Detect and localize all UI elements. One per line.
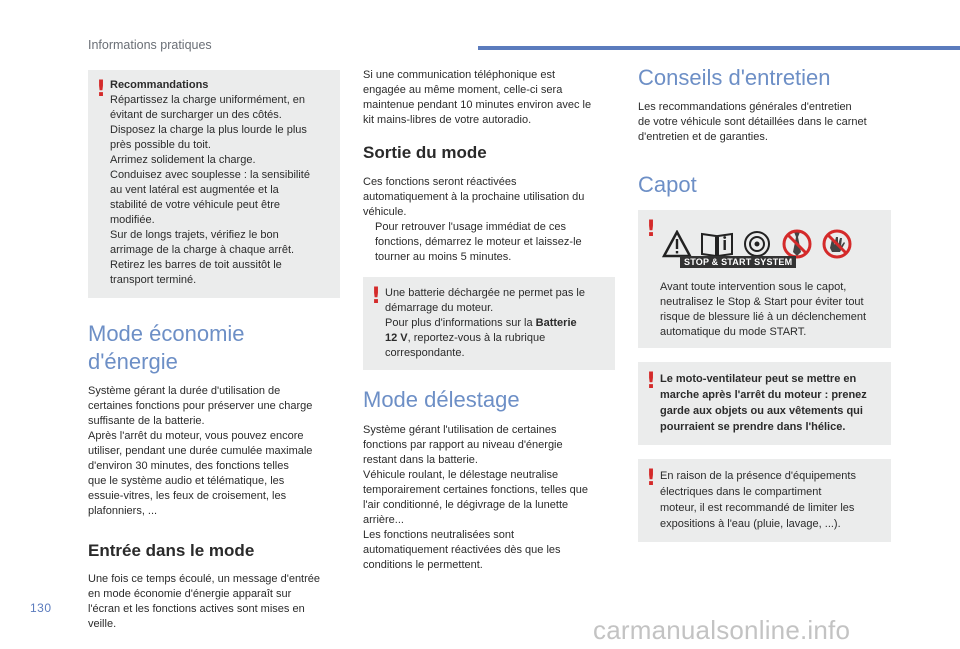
warning-exclamation-icon: ! (646, 217, 657, 242)
column-3 (638, 64, 891, 542)
recommendations-warning-box (88, 70, 340, 298)
watermark: carmanualsonline.info (593, 615, 851, 645)
page-number: 130 (30, 601, 52, 615)
water-warning-text: En raison de la présence d'équipements électriques dans le compartiment moteur, il est recommandé de limiter les expositions à l'eau (pluie, lavage, ...). (660, 470, 856, 530)
battery-link-label: Batterie 12 V (385, 317, 577, 344)
entry-mode-title: Entrée dans le mode (88, 541, 255, 560)
fan-warning-text: Le moto-ventilateur peut se mettre en marche après l'arrêt du moteur : prenez garde aux objets ou aux vêtements qui pourraient se prendre dans l'hélice. (660, 373, 867, 433)
battery-warning-part1: Une batterie déchargée ne permet pas le démarrage du moteur. Pour plus d'informations sur la (385, 287, 585, 329)
water-warning-box (638, 459, 891, 542)
maintenance-body: Les recommandations générales d'entretien de votre véhicule sont détaillées dans le carnet d'entretien et de garanties. (638, 101, 867, 143)
hood-warning-box (638, 210, 891, 348)
hood-title: Capot (638, 172, 697, 197)
stop-start-badge: STOP & START SYSTEM (680, 256, 796, 268)
no-hand-icon (820, 227, 854, 261)
exit-mode-bullet-text: Pour retrouver l'usage immédiat de ces fonctions, démarrez le moteur et laissez-le tourner au moins 5 minutes. (375, 221, 582, 263)
recommendations-body: Répartissez la charge uniformément, en évitant de surcharger un des côtés. Disposez la charge la plus lourde le plus près possible du toit. Arrimez solidement la charge. Conduisez avec souplesse : la sensibilité au vent latéral est augmentée et la stabilité de votre véhicule peut être modifiée. Sur de longs trajets, vérifiez le bon arrimage de la charge à chaque arrêt. Retirez les barres de toit aussitôt le transport terminé. (110, 94, 310, 286)
column-1 (88, 70, 340, 632)
warning-exclamation-icon: ! (646, 369, 657, 394)
phone-call-note: Si une communication téléphonique est engagée au même moment, celle-ci sera maintenue pendant 10 minutes environ avec le kit mains-libres de votre autoradio. (363, 69, 592, 126)
hood-pictogram-strip (660, 216, 881, 272)
column-2 (363, 68, 615, 573)
header-bar (478, 46, 960, 50)
section-header: Informations pratiques (88, 38, 212, 52)
battery-warning-part2: , reportez-vous à la rubrique correspondante. (385, 332, 546, 359)
exit-mode-bullet (363, 220, 615, 265)
battery-warning-box (363, 277, 615, 370)
warning-exclamation-icon: ! (646, 466, 657, 491)
warning-exclamation-icon: ! (96, 77, 107, 102)
eco-mode-body: Système gérant la durée d'utilisation de certaines fonctions pour préserver une charge suffisante de la batterie. Après l'arrêt du moteur, vous pouvez encore utiliser, pendant une durée cumulée maximale d'environ 30 minutes, des fonctions telles que le système audio et télématique, les essuie-vitres, les feux de croisement, les plafonniers, ... (88, 385, 313, 517)
entry-mode-body: Une fois ce temps écoulé, un message d'entrée en mode économie d'énergie apparaît sur l'écran et les fonctions actives sont mises en veille. (88, 573, 321, 630)
maintenance-title: Conseils d'entretien (638, 65, 831, 90)
battery-warning-text (385, 286, 605, 361)
recommendations-title: Recommandations (110, 79, 209, 91)
exit-mode-body: Ces fonctions seront réactivées automatiquement à la prochaine utilisation du véhicule. (363, 176, 585, 218)
bullet-arrow-icon (363, 220, 375, 265)
exit-mode-title: Sortie du mode (363, 143, 487, 162)
shedding-mode-title: Mode délestage (363, 387, 520, 412)
eco-mode-title: Mode économie d'énergie (88, 321, 245, 374)
fan-warning-box (638, 362, 891, 445)
warning-exclamation-icon: ! (371, 284, 382, 309)
hood-warning-text: Avant toute intervention sous le capot, neutralisez le Stop & Start pour éviter tout risque de blessure lié à un déclenchement automatique du mode START. (660, 281, 867, 338)
shedding-mode-body: Système gérant l'utilisation de certaines fonctions par rapport au niveau d'énergie restant dans la batterie. Véhicule roulant, le délestage neutralise temporairement certaines fonctions, telles que l'air conditionné, le dégivrage de la lunette arrière... Les fonctions neutralisées sont automatiquement réactivées dès que les conditions le permettent. (363, 424, 589, 571)
